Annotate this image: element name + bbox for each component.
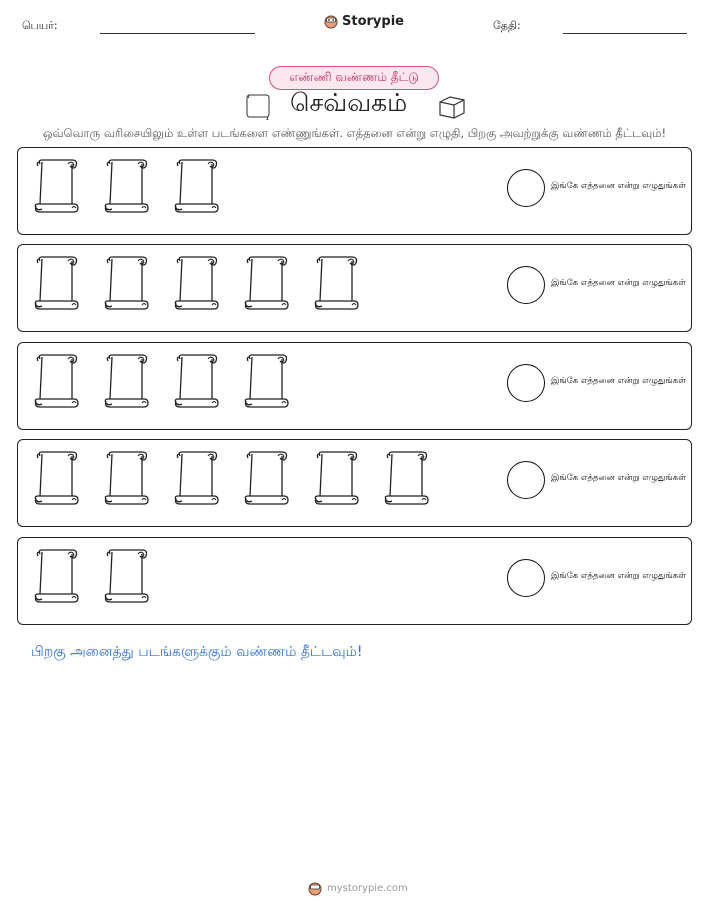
scroll-picture[interactable] <box>382 450 430 510</box>
answer-circle[interactable] <box>507 169 545 207</box>
count-row <box>17 147 692 235</box>
scroll-picture[interactable] <box>312 255 360 315</box>
scroll-group <box>32 158 220 218</box>
site-footer <box>307 880 408 896</box>
scroll-picture[interactable] <box>172 255 220 315</box>
scroll-icon <box>245 92 271 120</box>
scroll-icon <box>102 158 150 214</box>
scroll-picture[interactable] <box>102 158 150 218</box>
answer-circle[interactable] <box>507 461 545 499</box>
scroll-icon <box>312 450 360 506</box>
scroll-icon <box>242 353 290 409</box>
instructions: ஒவ்வொரு வரிசையிலும் உள்ள படங்களை எண்ணுங்கள். எத்தனை என்று எழுதி, பிறகு அவற்றுக்கு வண்ணம் தீட்டவும்! <box>42 126 667 140</box>
answer-hint: இங்கே எத்தனை என்று எழுதுங்கள் <box>551 473 686 483</box>
scroll-icon <box>32 450 80 506</box>
activity-badge: எண்ணி வண்ணம் தீட்டு <box>269 66 439 90</box>
name-line[interactable] <box>100 33 255 34</box>
scroll-icon <box>32 158 80 214</box>
scroll-picture[interactable] <box>242 450 290 510</box>
scroll-picture[interactable] <box>172 158 220 218</box>
scroll-picture[interactable] <box>32 548 80 608</box>
scroll-picture[interactable] <box>102 255 150 315</box>
answer-circle[interactable] <box>507 266 545 304</box>
date-label: தேதி: <box>493 19 521 32</box>
scroll-picture[interactable] <box>32 450 80 510</box>
brand-name: Storypie <box>342 13 404 29</box>
scroll-icon <box>102 450 150 506</box>
brand-logo <box>324 13 404 29</box>
scroll-picture[interactable] <box>102 450 150 510</box>
scroll-picture[interactable] <box>172 353 220 413</box>
scroll-picture[interactable] <box>242 353 290 413</box>
count-row <box>17 244 692 332</box>
answer-circle[interactable] <box>507 364 545 402</box>
storypie-logo-icon <box>324 13 338 29</box>
scroll-icon <box>32 353 80 409</box>
scroll-picture[interactable] <box>172 450 220 510</box>
scroll-picture[interactable] <box>32 255 80 315</box>
storypie-footer-logo-icon <box>307 880 323 896</box>
scroll-icon <box>32 548 80 604</box>
scroll-picture[interactable] <box>102 353 150 413</box>
scroll-icon <box>172 450 220 506</box>
scroll-icon <box>312 255 360 311</box>
scroll-picture[interactable] <box>242 255 290 315</box>
scroll-icon <box>172 255 220 311</box>
scroll-picture[interactable] <box>102 548 150 608</box>
scroll-icon <box>382 450 430 506</box>
scroll-icon <box>32 255 80 311</box>
scroll-picture[interactable] <box>32 353 80 413</box>
scroll-icon <box>102 548 150 604</box>
count-row <box>17 342 692 430</box>
scroll-icon <box>172 353 220 409</box>
scroll-icon <box>242 450 290 506</box>
scroll-group <box>32 450 430 510</box>
name-label: பெயர்: <box>22 19 58 32</box>
answer-hint: இங்கே எத்தனை என்று எழுதுங்கள் <box>551 181 686 191</box>
scroll-group <box>32 255 360 315</box>
count-row <box>17 439 692 527</box>
cube-icon <box>437 94 467 120</box>
scroll-picture[interactable] <box>32 158 80 218</box>
page-title: செவ்வகம் <box>290 88 408 117</box>
answer-circle[interactable] <box>507 559 545 597</box>
count-row <box>17 537 692 625</box>
site-url: mystorypie.com <box>327 882 408 894</box>
answer-hint: இங்கே எத்தனை என்று எழுதுங்கள் <box>551 278 686 288</box>
scroll-icon <box>172 158 220 214</box>
answer-hint: இங்கே எத்தனை என்று எழுதுங்கள் <box>551 376 686 386</box>
scroll-picture[interactable] <box>312 450 360 510</box>
scroll-icon <box>242 255 290 311</box>
scroll-icon <box>102 255 150 311</box>
date-line[interactable] <box>563 33 687 34</box>
footer-note: பிறகு அனைத்து படங்களுக்கும் வண்ணம் தீட்டவும்! <box>31 644 363 660</box>
scroll-group <box>32 353 290 413</box>
scroll-group <box>32 548 150 608</box>
scroll-icon <box>102 353 150 409</box>
answer-hint: இங்கே எத்தனை என்று எழுதுங்கள் <box>551 571 686 581</box>
